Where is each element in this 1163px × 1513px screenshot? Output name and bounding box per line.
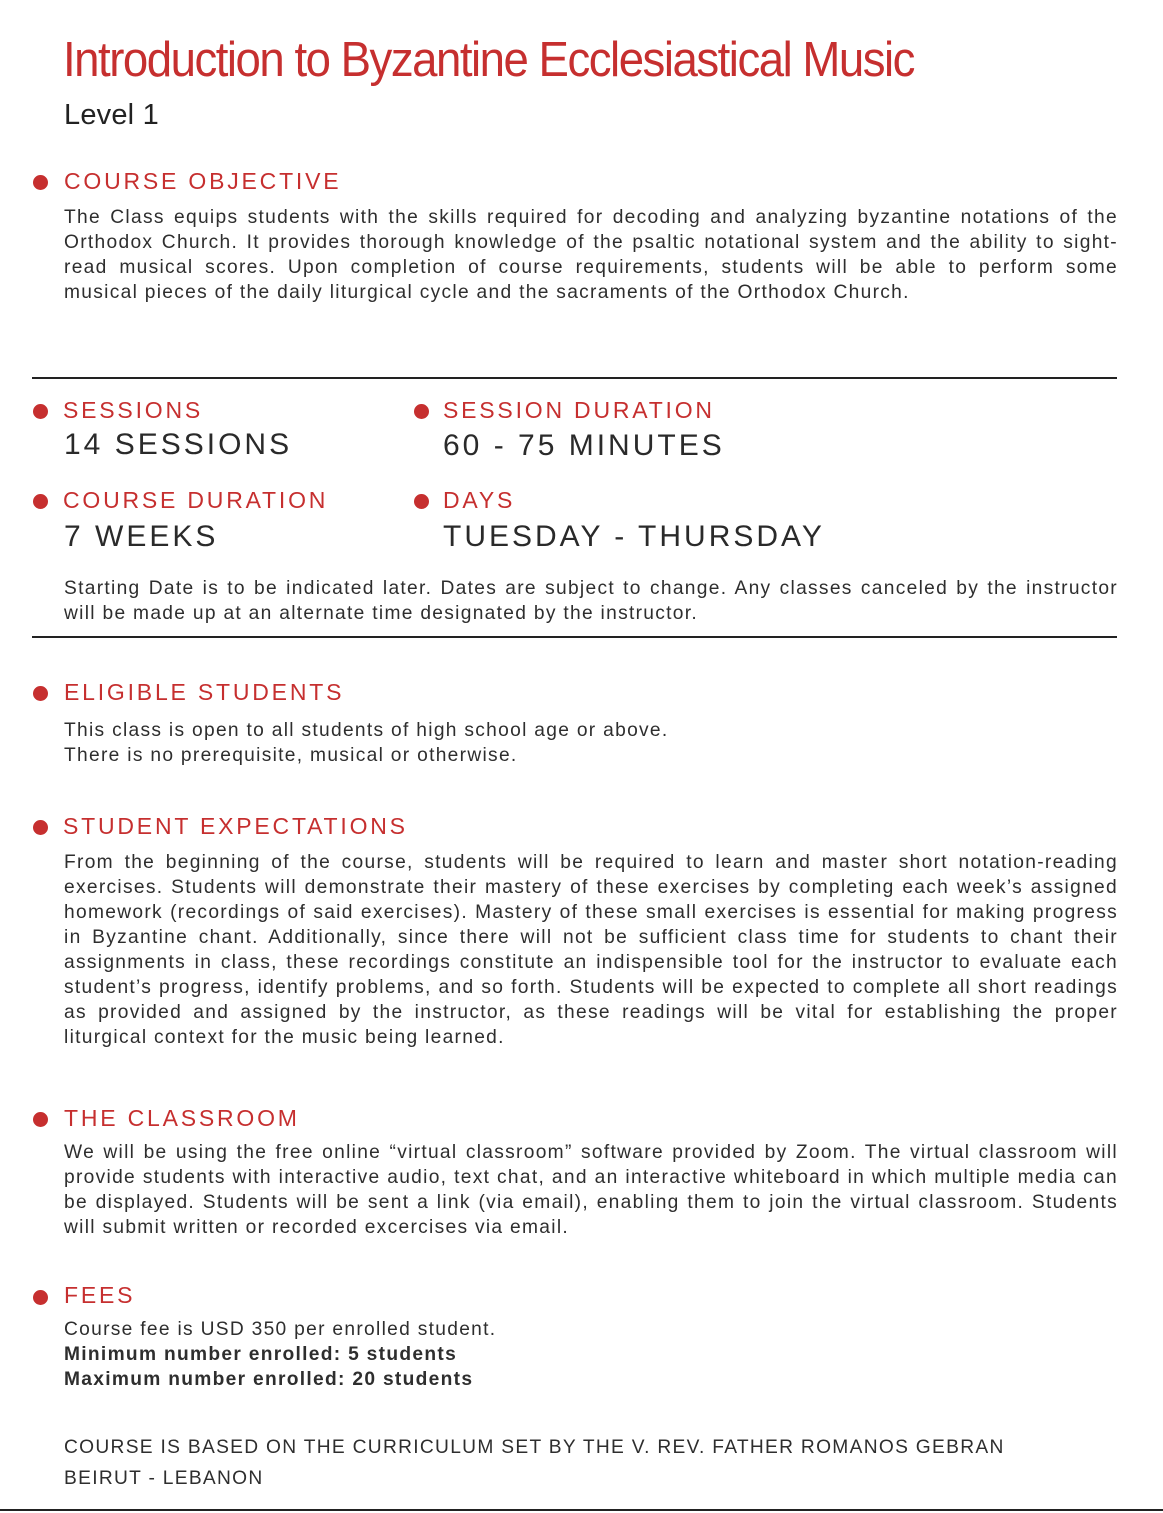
days-heading: DAYS (443, 487, 516, 513)
classroom-heading: THE CLASSROOM (64, 1105, 300, 1131)
schedule-note: Starting Date is to be indicated later. Dates are subject to change. Any classes canceled by the instructor will be made up at an alternate time designated by the instructor. (64, 578, 1118, 624)
page-subtitle: Level 1 (64, 99, 159, 131)
footer-credit (64, 1432, 1118, 1494)
bullet-icon (33, 175, 48, 190)
footer-line: BEIRUT - LEBANON (64, 1468, 264, 1489)
divider (32, 377, 1117, 379)
session-duration-value: 60 - 75 MINUTES (443, 429, 725, 462)
divider (32, 636, 1117, 638)
eligible-heading: ELIGIBLE STUDENTS (64, 679, 345, 705)
course-duration-value: 7 WEEKS (64, 520, 219, 553)
classroom-text: We will be using the free online “virtual classroom” software provided by Zoom. The virtual classroom will provide students with interactive audio, text chat, and an interactive whiteboard in which multiple media can be displayed. Students will be sent a link (via email), enabling them to join the virtual classroom. Students will submit written or recorded excercises via email. (64, 1142, 1118, 1238)
bullet-icon (33, 404, 48, 419)
bullet-icon (33, 1290, 48, 1305)
sessions-heading: SESSIONS (63, 397, 203, 423)
fees-minimum: Minimum number enrolled: 5 students (64, 1344, 458, 1365)
bottom-border (0, 1509, 1163, 1511)
page-title: Introduction to Byzantine Ecclesiastical Music (63, 33, 914, 87)
objective-heading: COURSE OBJECTIVE (64, 168, 342, 194)
bullet-icon (33, 820, 48, 835)
eligible-text (64, 718, 1118, 768)
fees-text (64, 1317, 1118, 1392)
eligible-line: There is no prerequisite, musical or otherwise. (64, 745, 518, 766)
eligible-line: This class is open to all students of high school age or above. (64, 720, 669, 741)
sessions-value: 14 SESSIONS (64, 428, 293, 461)
footer-line: COURSE IS BASED ON THE CURRICULUM SET BY THE V. REV. FATHER ROMANOS GEBRAN (64, 1437, 1005, 1458)
expectations-text: From the beginning of the course, students will be required to learn and master short notation-reading exercises. Students will demonstrate their mastery of these exercises by completing each week’s assigned homework (recordings of said exercises). Mastery of these small exercises is essential for making progress in Byzantine chant. Additionally, since there will not be sufficient class time for students to chant their assignments in class, these recordings constitute an indispensible tool for the instructor to evaluate each student’s progress, identify problems, and so forth. Students will be expected to complete all short readings as provided and assigned by the instructor, as these readings will be vital for establishing the proper liturgical context for the music being learned. (64, 852, 1118, 1048)
fees-heading: FEES (64, 1282, 136, 1308)
fees-maximum: Maximum number enrolled: 20 students (64, 1369, 474, 1390)
bullet-icon (414, 404, 429, 419)
session-duration-heading: SESSION DURATION (443, 397, 715, 423)
bullet-icon (33, 686, 48, 701)
bullet-icon (33, 494, 48, 509)
fees-line: Course fee is USD 350 per enrolled student. (64, 1319, 497, 1340)
expectations-heading: STUDENT EXPECTATIONS (63, 813, 408, 839)
objective-text: The Class equips students with the skills required for decoding and analyzing byzantine notations of the Orthodox Church. It provides thorough knowledge of the psaltic notational system and the ability to sight-read musical scores. Upon completion of course requirements, students will be able to perform some musical pieces of the daily liturgical cycle and the sacraments of the Orthodox Church. (64, 207, 1118, 303)
bullet-icon (414, 494, 429, 509)
days-value: TUESDAY - THURSDAY (443, 520, 825, 553)
course-duration-heading: COURSE DURATION (63, 487, 329, 513)
bullet-icon (33, 1112, 48, 1127)
